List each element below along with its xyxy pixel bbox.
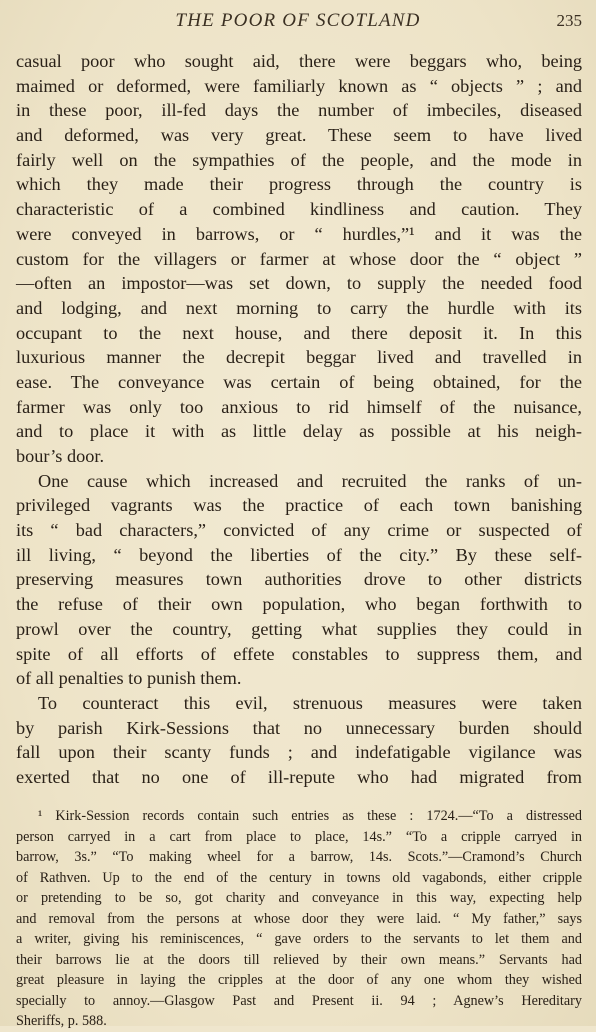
footnote-line: barrow, 3s.” “To making wheel for a barrow, 14s. Scots.”—Cramond’s Church <box>16 849 582 865</box>
text-line: by parish Kirk-Sessions that no unnecessary burden should <box>16 717 582 738</box>
text-line: its “ bad characters,” convicted of any crime or suspected of <box>16 520 582 541</box>
text-line: fairly well on the sympathies of the people, and the mode in <box>16 149 582 170</box>
page-header <box>0 8 596 34</box>
text-line: bour’s door. <box>16 446 105 466</box>
text-line: were conveyed in barrows, or “ hurdles,”¹ and it was the <box>16 223 582 244</box>
text-line: the refuse of their own population, who began forthwith to <box>16 594 582 615</box>
text-line: which they made their progress through the country is <box>16 174 582 195</box>
footnote-line: ¹ Kirk-Session records contain such entries as these : 1724.—“To a distressed <box>38 808 582 824</box>
text-line: occupant to the next house, and there deposit it. In this <box>16 322 582 343</box>
text-line: preserving measures town authorities drove to other districts <box>16 569 582 590</box>
text-line: —often an impostor—was set down, to supply the needed food <box>16 273 582 294</box>
text-line: One cause which increased and recruited the ranks of un- <box>38 470 582 491</box>
text-line: farmer was only too anxious to rid himself of the nuisance, <box>16 396 582 417</box>
footnote-line: their barrows lie at the doors till relieved by their own means.” Servants had <box>16 951 582 968</box>
text-line: and to place it with as little delay as possible at his neigh- <box>16 421 582 442</box>
text-line: and lodging, and next morning to carry the hurdle with its <box>16 297 582 318</box>
page-number: 235 <box>556 11 582 30</box>
text-line: exerted that no one of ill-repute who had migrated from <box>16 766 582 787</box>
text-line: privileged vagrants was the practice of each town banishing <box>16 495 582 516</box>
text-line: luxurious manner the decrepit beggar lived and travelled in <box>16 347 582 368</box>
text-line: fall upon their scanty funds ; and indefatigable vigilance was <box>16 742 582 763</box>
text-line: in these poor, ill-fed days the number of imbeciles, diseased <box>16 100 582 121</box>
main-text <box>16 49 582 790</box>
footnote-line: person carryed in a cart from place to place, 14s.” “To a cripple carryed in <box>16 828 582 845</box>
footnote-line: of Rathven. Up to the end of the century in towns old vagabonds, either cripple <box>16 869 582 886</box>
footnotes <box>16 806 582 1032</box>
footnote-line: or pretending to be so, got charity and conveyance in this way, expecting help <box>16 890 582 906</box>
text-line: of all penalties to punish them. <box>16 668 242 689</box>
text-line: custom for the villagers or farmer at whose door the “ object ” <box>16 248 582 269</box>
text-line: characteristic of a combined kindliness and caution. They <box>16 199 582 220</box>
footnote-line: a writer, giving his reminiscences, “ gave orders to the servants to let them and <box>16 931 582 947</box>
text-line: spite of all efforts of effete constables to suppress them, and <box>16 643 582 664</box>
text-line: maimed or deformed, were familiarly known as “ objects ” ; and <box>16 75 582 96</box>
footnote-line: great pleasure in laying the cripples at the door of any one whom they wished <box>16 972 582 988</box>
text-line: prowl over the country, getting what supplies they could in <box>16 618 582 639</box>
text-line: casual poor who sought aid, there were beggars who, being <box>16 51 582 71</box>
text-line: ease. The conveyance was certain of being obtained, for the <box>16 371 582 392</box>
footnote-line: Sheriffs, p. 588. <box>16 1013 107 1029</box>
running-head: THE POOR OF SCOTLAND <box>175 10 421 31</box>
footnote-line: specially to annoy.—Glasgow Past and Present ii. 94 ; Agnew’s Hereditary <box>16 992 582 1009</box>
text-line: and deformed, was very great. These seem to have lived <box>16 125 582 146</box>
text-line: ill living, “ beyond the liberties of the city.” By these self- <box>16 544 582 565</box>
footnote-line: and removal from the persons at whose door they were laid. “ My father,” says <box>16 910 582 927</box>
text-line: To counteract this evil, strenuous measures were taken <box>38 692 582 713</box>
